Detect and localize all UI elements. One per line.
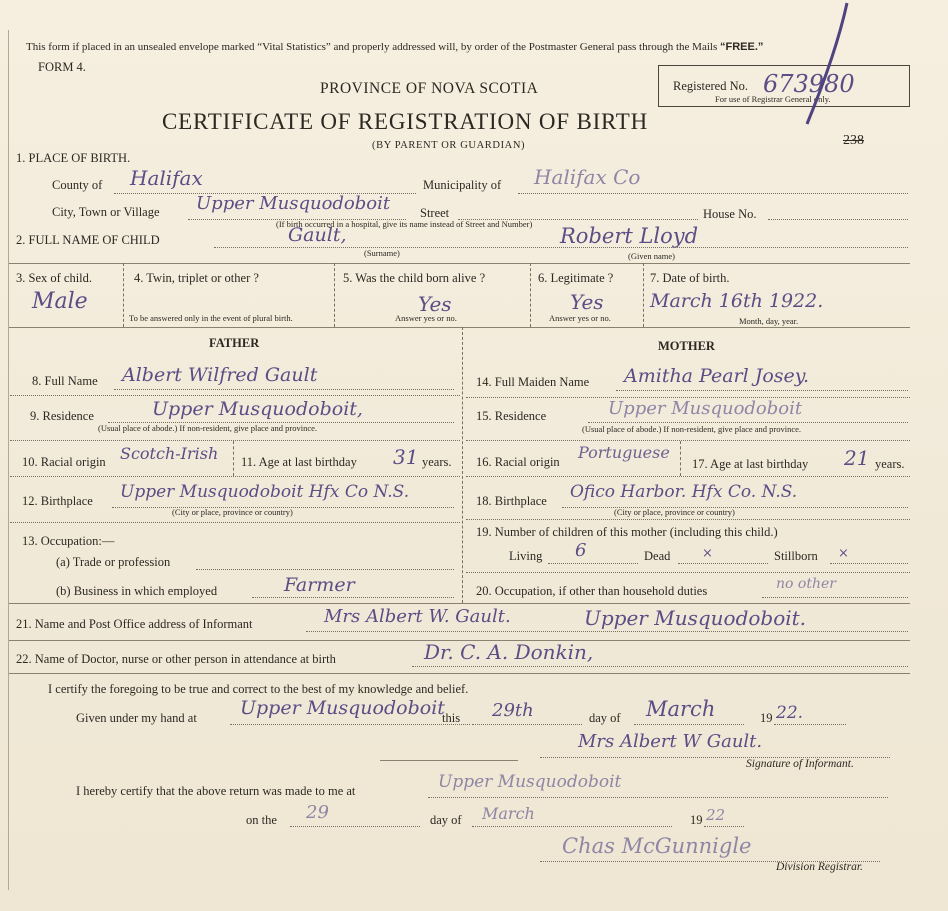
this-label: this <box>442 711 461 725</box>
father-age-label: 11. Age at last birthday <box>241 455 357 469</box>
registrar-day-of-label: day of <box>430 813 462 827</box>
line <box>466 519 910 520</box>
col-divider <box>123 263 124 327</box>
mother-racial-value: Portuguese <box>578 443 670 462</box>
street-label: Street <box>420 206 450 220</box>
dob-label: 7. Date of birth. <box>650 271 730 285</box>
mother-age-label: 17. Age at last birthday <box>692 457 809 471</box>
twin-label: 4. Twin, triplet or other ? <box>134 271 259 285</box>
legitimate-note: Answer yes or no. <box>549 313 611 323</box>
col-divider <box>680 441 681 476</box>
father-racial-value: Scotch-Irish <box>120 444 219 463</box>
line <box>252 597 454 598</box>
informant-signature-label: Signature of Informant. <box>746 758 854 770</box>
mother-children-label: 19. Number of children of this mother (including this child.) <box>476 525 778 539</box>
line <box>472 724 582 725</box>
dob-note: Month, day, year. <box>739 316 799 326</box>
dead-value: × <box>702 546 713 561</box>
line <box>428 797 888 798</box>
line <box>196 569 454 570</box>
mail-notice: This form if placed in an unsealed envelope marked “Vital Statistics” and properly addressed will, by order of the Postmaster General pass through the Mails “FREE.” <box>26 41 764 53</box>
informant-label: 21. Name and Post Office address of Informant <box>16 617 253 631</box>
father-name-value: Albert Wilfred Gault <box>122 364 318 386</box>
father-residence-label: 9. Residence <box>30 409 94 423</box>
given-name-value: Robert Lloyd <box>560 224 699 248</box>
pen-stroke-mark <box>795 0 865 130</box>
registrar-place-value: Upper Musquodoboit <box>438 772 622 792</box>
informant-name-value: Mrs Albert W. Gault. <box>324 606 511 627</box>
child-name-line <box>214 247 908 248</box>
city-label: City, Town or Village <box>52 205 160 219</box>
hospital-note: (If birth occurred in a hospital, give its name instead of Street and Number) <box>276 219 533 229</box>
registrar-note: For use of Registrar General only. <box>715 94 831 104</box>
living-label: Living <box>509 549 543 563</box>
father-business-value: Farmer <box>284 574 355 596</box>
father-birthplace-label: 12. Birthplace <box>22 494 93 508</box>
mother-age-years: years. <box>875 457 905 471</box>
given-month-value: March <box>646 697 716 721</box>
line <box>762 597 908 598</box>
mother-birthplace-value: Ofico Harbor. Hfx Co. N.S. <box>570 482 798 502</box>
child-name-label: 2. FULL NAME OF CHILD <box>16 233 160 247</box>
line <box>230 724 470 725</box>
line <box>10 395 460 396</box>
father-trade-label: (a) Trade or profession <box>56 555 171 569</box>
father-birthplace-value: Upper Musquodoboit Hfx Co N.S. <box>120 482 410 502</box>
col-divider <box>530 263 531 327</box>
father-heading: FATHER <box>209 336 260 350</box>
surname-value: Gault, <box>288 224 347 246</box>
col-divider <box>233 441 234 476</box>
line <box>830 563 908 564</box>
mother-name-label: 14. Full Maiden Name <box>476 375 590 389</box>
father-age-value: 31 <box>393 445 419 469</box>
line <box>616 390 908 391</box>
line <box>306 631 908 632</box>
line <box>466 440 910 441</box>
city-value: Upper Musquodoboit <box>196 193 391 214</box>
registrar-signature-label: Division Registrar. <box>776 861 863 873</box>
province-heading: PROVINCE OF NOVA SCOTIA <box>320 80 539 97</box>
certification-statement: I certify the foregoing to be true and correct to the best of my knowledge and belief. <box>48 682 469 696</box>
county-value: Halifax <box>130 166 203 190</box>
registration-box <box>658 65 910 107</box>
sex-label: 3. Sex of child. <box>16 271 93 285</box>
doctor-value: Dr. C. A. Donkin, <box>424 640 594 664</box>
page-subtitle: (BY PARENT OR GUARDIAN) <box>372 140 526 151</box>
registered-label: Registered No. <box>673 79 748 93</box>
given-day-value: 29th <box>492 700 534 721</box>
legitimate-label: 6. Legitimate ? <box>538 271 614 285</box>
mother-heading: MOTHER <box>658 339 715 353</box>
row-divider-3 <box>8 263 910 264</box>
registered-number: 673980 <box>763 70 855 98</box>
given-day-of-label: day of <box>589 711 621 725</box>
father-occupation-label: 13. Occupation:— <box>22 534 115 548</box>
page-title: CERTIFICATE OF REGISTRATION OF BIRTH <box>162 109 649 134</box>
alive-value: Yes <box>418 292 452 316</box>
father-racial-label: 10. Racial origin <box>22 455 106 469</box>
mother-name-value: Amitha Pearl Josey. <box>624 365 810 387</box>
given-label: Given under my hand at <box>76 711 197 725</box>
corner-mark: 238 <box>843 133 864 148</box>
row-divider-parents <box>8 327 910 328</box>
registrar-on-label: on the <box>246 813 277 827</box>
line <box>114 389 454 390</box>
short-divider <box>380 760 518 761</box>
father-birthplace-note: (City or place, province or country) <box>172 507 293 517</box>
given-year-value: 22. <box>776 703 804 723</box>
twin-note: To be answered only in the event of plural birth. <box>129 313 293 323</box>
line <box>10 476 460 477</box>
dead-label: Dead <box>644 549 671 563</box>
line <box>704 826 744 827</box>
line <box>10 440 460 441</box>
father-residence-value: Upper Musquodoboit, <box>152 398 363 420</box>
line <box>472 826 672 827</box>
line <box>466 572 910 573</box>
mother-residence-note: (Usual place of abode.) If non-resident, give place and province. <box>582 424 802 434</box>
municipality-label: Municipality of <box>423 178 502 192</box>
registrar-statement: I hereby certify that the above return was made to me at <box>76 784 356 798</box>
line <box>10 522 460 523</box>
registrar-year-prefix: 19 <box>690 813 703 827</box>
legitimate-value: Yes <box>570 290 604 314</box>
house-label: House No. <box>703 207 757 221</box>
line <box>412 666 908 667</box>
mother-occupation-label: 20. Occupation, if other than household duties <box>476 584 708 598</box>
surname-label: (Surname) <box>364 248 400 258</box>
informant-signature: Mrs Albert W Gault. <box>578 731 763 752</box>
parents-divider <box>462 327 463 603</box>
line <box>548 563 638 564</box>
father-business-label: (b) Business in which employed <box>56 584 218 598</box>
given-place-value: Upper Musquodoboit <box>240 697 445 719</box>
place-of-birth-label: 1. PLACE OF BIRTH. <box>16 151 131 165</box>
form-number: FORM 4. <box>38 60 86 74</box>
sex-value: Male <box>32 289 88 314</box>
line <box>290 826 420 827</box>
municipality-value: Halifax Co <box>534 165 641 189</box>
doctor-label: 22. Name of Doctor, nurse or other person in attendance at birth <box>16 652 336 666</box>
father-name-label: 8. Full Name <box>32 374 98 388</box>
mother-age-value: 21 <box>844 446 870 470</box>
mother-birthplace-note: (City or place, province or country) <box>614 507 735 517</box>
mother-residence-label: 15. Residence <box>476 409 547 423</box>
father-age-years: years. <box>422 455 452 469</box>
registrar-year-value: 22 <box>706 806 726 824</box>
line <box>588 422 908 423</box>
mother-occupation-value: no other <box>776 576 836 592</box>
line <box>466 476 910 477</box>
row-divider-certification <box>8 673 910 674</box>
informant-address-value: Upper Musquodoboit. <box>584 606 807 630</box>
registrar-month-value: March <box>482 804 535 823</box>
registrar-day-value: 29 <box>306 802 329 823</box>
line <box>678 563 768 564</box>
alive-label: 5. Was the child born alive ? <box>343 271 486 285</box>
stillborn-label: Stillborn <box>774 549 818 563</box>
given-year-prefix: 19 <box>760 711 773 725</box>
left-margin-rule <box>8 30 9 890</box>
municipality-line <box>518 193 908 194</box>
mother-racial-label: 16. Racial origin <box>476 455 560 469</box>
mother-residence-value: Upper Musquodoboit <box>608 398 803 419</box>
line <box>774 724 846 725</box>
house-line <box>768 219 908 220</box>
col-divider <box>643 263 644 327</box>
col-divider <box>334 263 335 327</box>
registrar-signature: Chas McGunnigle <box>562 834 752 858</box>
county-label: County of <box>52 178 103 192</box>
line <box>634 724 744 725</box>
dob-value: March 16th 1922. <box>650 290 824 312</box>
row-divider-informant <box>8 603 910 604</box>
alive-note: Answer yes or no. <box>395 313 457 323</box>
father-residence-note: (Usual place of abode.) If non-resident, give place and province. <box>98 423 318 433</box>
living-value: 6 <box>575 540 587 561</box>
stillborn-value: × <box>838 546 849 561</box>
mother-birthplace-label: 18. Birthplace <box>476 494 547 508</box>
given-name-label: (Given name) <box>628 251 675 261</box>
